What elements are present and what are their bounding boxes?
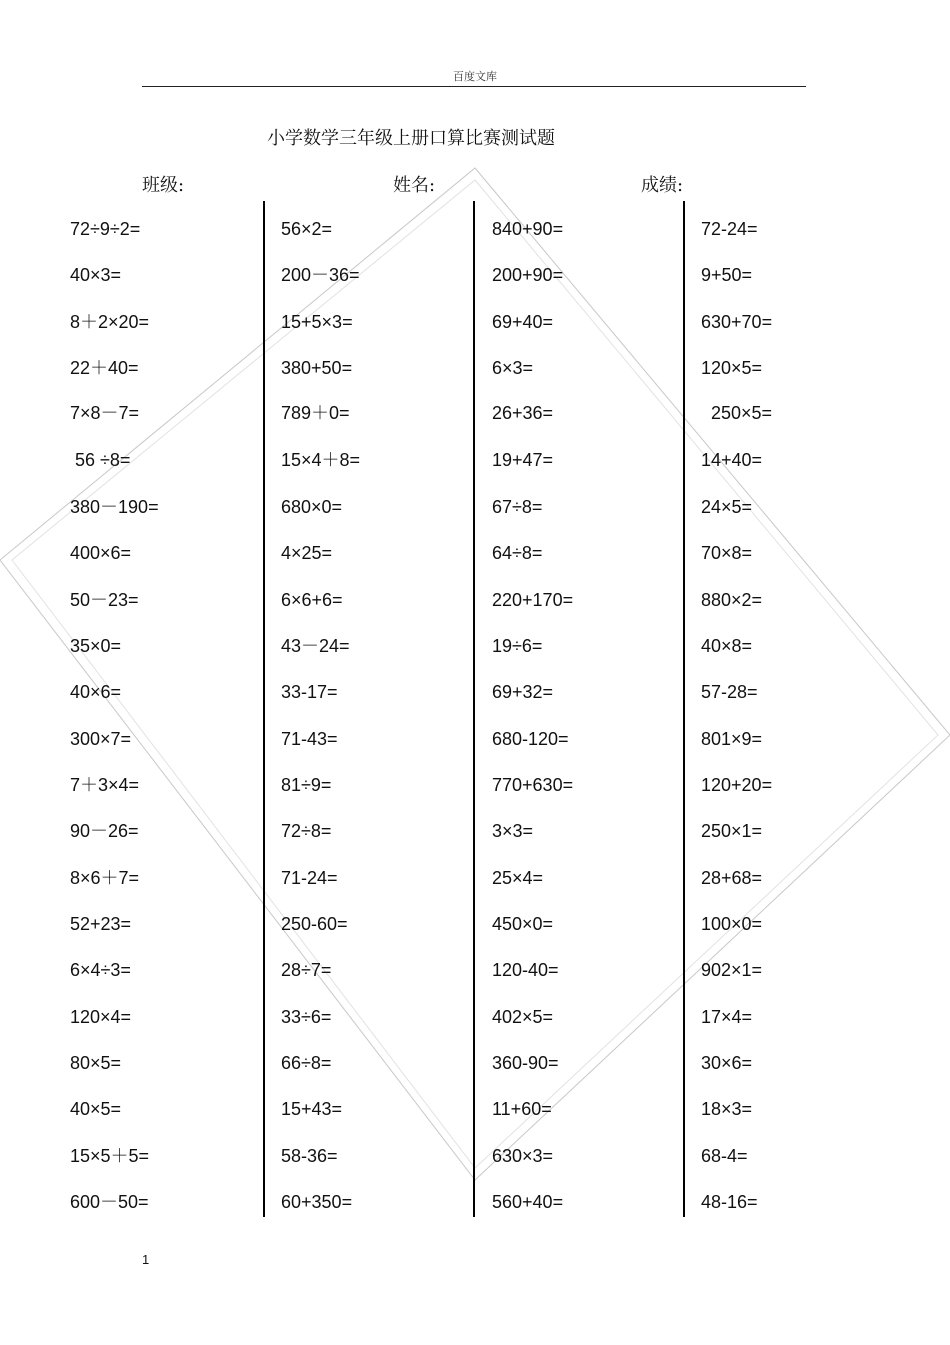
problem-item: 56 ÷8= — [70, 450, 131, 470]
problem-item: 22＋40= — [70, 358, 139, 378]
problem-item: 72÷8= — [281, 821, 332, 841]
problem-item: 40×8= — [701, 636, 753, 656]
problem-item: 30×6= — [701, 1053, 753, 1073]
problem-item: 52+23= — [70, 914, 132, 934]
problem-item: 902×1= — [701, 960, 763, 980]
problem-item: 69+40= — [492, 312, 554, 332]
problem-item: 81÷9= — [281, 775, 332, 795]
problem-item: 200+90= — [492, 265, 564, 285]
column-divider — [263, 201, 265, 1217]
problem-item: 680-120= — [492, 729, 569, 749]
problem-item: 4×25= — [281, 543, 333, 563]
problem-item: 66÷8= — [281, 1053, 332, 1073]
problem-item: 40×3= — [70, 265, 122, 285]
problem-item: 80×5= — [70, 1053, 122, 1073]
problem-item: 15×4＋8= — [281, 450, 361, 470]
problem-item: 72-24= — [701, 219, 758, 239]
problem-item: 70×8= — [701, 543, 753, 563]
problem-item: 450×0= — [492, 914, 554, 934]
problem-item: 380－190= — [70, 497, 159, 517]
problem-item: 40×6= — [70, 682, 122, 702]
problem-item: 220+170= — [492, 590, 574, 610]
problem-item: 90－26= — [70, 821, 139, 841]
problem-item: 600－50= — [70, 1192, 149, 1212]
problem-item: 360-90= — [492, 1053, 559, 1073]
problem-item: 28÷7= — [281, 960, 332, 980]
problem-item: 9+50= — [701, 265, 753, 285]
name-label: 姓名: — [393, 175, 436, 196]
problem-item: 68-4= — [701, 1146, 748, 1166]
page-number: 1 — [142, 1252, 150, 1267]
problem-item: 120-40= — [492, 960, 559, 980]
problem-item: 19÷6= — [492, 636, 543, 656]
problem-item: 60+350= — [281, 1192, 353, 1212]
problem-item: 770+630= — [492, 775, 574, 795]
problem-item: 560+40= — [492, 1192, 564, 1212]
problem-item: 250×5= — [701, 403, 773, 423]
problem-item: 58-36= — [281, 1146, 338, 1166]
problem-item: 50－23= — [70, 590, 139, 610]
problem-item: 19+47= — [492, 450, 554, 470]
problem-item: 100×0= — [701, 914, 763, 934]
problem-item: 71-43= — [281, 729, 338, 749]
problem-item: 57-28= — [701, 682, 758, 702]
problem-item: 789＋0= — [281, 403, 350, 423]
column-divider — [683, 201, 685, 1217]
problem-item: 120×4= — [70, 1007, 132, 1027]
problem-item: 400×6= — [70, 543, 132, 563]
problem-item: 250-60= — [281, 914, 348, 934]
problem-item: 56×2= — [281, 219, 333, 239]
problem-item: 6×3= — [492, 358, 534, 378]
score-label: 成绩: — [641, 175, 684, 196]
problem-item: 840+90= — [492, 219, 564, 239]
problem-item: 40×5= — [70, 1099, 122, 1119]
problem-item: 380+50= — [281, 358, 353, 378]
problem-item: 72÷9÷2= — [70, 219, 141, 239]
problem-item: 630×3= — [492, 1146, 554, 1166]
problem-item: 120×5= — [701, 358, 763, 378]
header-site-name: 百度文库 — [453, 70, 497, 83]
problem-item: 250×1= — [701, 821, 763, 841]
problem-item: 25×4= — [492, 868, 544, 888]
problem-item: 8×6＋7= — [70, 868, 140, 888]
problem-item: 69+32= — [492, 682, 554, 702]
problem-item: 43－24= — [281, 636, 350, 656]
problem-item: 880×2= — [701, 590, 763, 610]
problem-item: 11+60= — [492, 1099, 552, 1119]
problem-item: 6×6+6= — [281, 590, 343, 610]
problem-item: 28+68= — [701, 868, 763, 888]
problem-item: 33-17= — [281, 682, 338, 702]
problem-item: 24×5= — [701, 497, 753, 517]
problem-item: 48-16= — [701, 1192, 758, 1212]
problem-item: 3×3= — [492, 821, 534, 841]
problem-item: 35×0= — [70, 636, 122, 656]
problem-item: 15×5＋5= — [70, 1146, 150, 1166]
worksheet-title: 小学数学三年级上册口算比赛测试题 — [267, 128, 555, 149]
problem-item: 64÷8= — [492, 543, 543, 563]
problem-item: 6×4÷3= — [70, 960, 131, 980]
header-rule — [142, 86, 806, 87]
problem-item: 300×7= — [70, 729, 132, 749]
problem-item: 33÷6= — [281, 1007, 332, 1027]
problem-item: 71-24= — [281, 868, 338, 888]
problem-item: 17×4= — [701, 1007, 753, 1027]
problem-item: 15+43= — [281, 1099, 343, 1119]
problem-item: 630+70= — [701, 312, 773, 332]
problem-item: 801×9= — [701, 729, 763, 749]
problem-item: 680×0= — [281, 497, 343, 517]
column-divider — [473, 201, 475, 1217]
problem-item: 26+36= — [492, 403, 554, 423]
problem-item: 14+40= — [701, 450, 763, 470]
problem-item: 120+20= — [701, 775, 773, 795]
problem-item: 8＋2×20= — [70, 312, 150, 332]
class-label: 班级: — [142, 175, 185, 196]
problem-item: 402×5= — [492, 1007, 554, 1027]
problem-item: 18×3= — [701, 1099, 753, 1119]
problem-item: 15+5×3= — [281, 312, 353, 332]
problem-item: 67÷8= — [492, 497, 543, 517]
problem-item: 7×8－7= — [70, 403, 140, 423]
problem-item: 200－36= — [281, 265, 360, 285]
problem-item: 7＋3×4= — [70, 775, 140, 795]
